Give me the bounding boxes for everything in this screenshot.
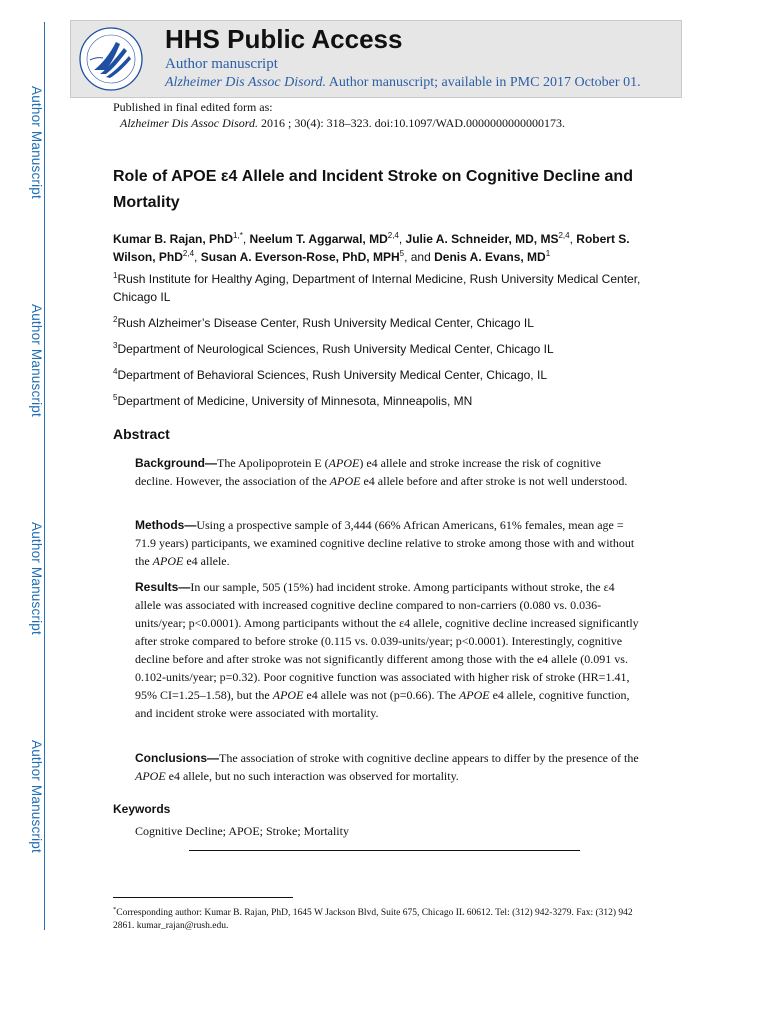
abstract-text: e4 allele was not (p=0.66). The [303,688,459,702]
author-separator: , [194,250,201,264]
sidebar-rule [44,22,45,930]
author-name: Kumar B. Rajan, PhD [113,232,234,246]
abstract-methods [135,516,640,570]
section-divider [189,850,580,851]
footnote-marker: * [113,905,117,913]
affiliation-number: 2 [113,315,118,324]
keywords-list: Cognitive Decline; APOE; Stroke; Mortality [135,824,349,838]
abstract-text: e4 allele, but no such interaction was observed for mortality. [165,769,459,783]
gene-name-italic: APOE [135,769,166,783]
citation-journal: Alzheimer Dis Assoc Disord. [120,116,258,130]
sidebar-label-author-manuscript: Author Manuscript [29,522,44,635]
abstract-results [135,578,640,722]
header-title: HHS Public Access [165,24,403,54]
gene-name-italic: APOE [272,688,304,702]
author-affiliation-marker: 5 [399,249,405,258]
hhs-eagle-logo-icon [76,24,146,94]
gene-name-italic: APOE [328,456,360,470]
abstract-text: e4 allele before and after stroke is not well understood. [360,474,628,488]
abstract-conclusions [135,749,640,785]
author-name: Julie A. Schneider, MD, MS [405,232,559,246]
abstract-section-label: Conclusions— [135,751,220,765]
affiliation-text: Rush Alzheimer’s Disease Center, Rush University Medical Center, Chicago IL [117,316,534,330]
affiliation-number: 3 [113,341,118,350]
abstract-text: ) e4 allele and stroke increase the risk of cognitive decline. However, the association of the [135,456,601,488]
affiliation-text: Department of Behavioral Sciences, Rush University Medical Center, Chicago, IL [117,368,547,382]
abstract-text: e4 allele, cognitive function, and incident stroke were associated with mortality. [135,688,630,720]
header-journal-line [165,75,641,91]
gene-name-italic: APOE [458,688,490,702]
abstract-text: Using a prospective sample of 3,444 (66% African Americans, 61% females, mean age = 71.9 years) participants, we examined cognitive decline relative to stroke among those with and without the [135,518,635,568]
abstract-text: e4 allele. [183,554,230,568]
abstract-section-label: Methods— [135,518,197,532]
author-affiliation-marker: 2,4 [182,249,195,258]
footnote-text: Corresponding author: Kumar B. Rajan, PhD, 1645 W Jackson Blvd, Suite 675, Chicago IL 60612. Tel: (312) 942-3279. Fax: (312) 942 2861. kumar_rajan@rush.edu. [113,908,633,931]
affiliation-5 [113,392,653,410]
abstract-text: The Apolipoprotein E ( [217,456,329,470]
author-separator: , and [404,250,435,264]
abstract-heading: Abstract [113,426,170,442]
author-affiliation-marker: 2,4 [558,231,570,240]
keywords-heading: Keywords [113,802,171,816]
abstract-background [135,454,640,490]
author-list [113,230,653,266]
author-name: Susan A. Everson-Rose, PhD, MPH [200,250,400,264]
header-journal-name: Alzheimer Dis Assoc Disord. [165,75,326,90]
author-separator: , [398,232,406,246]
abstract-text: In our sample, 505 (15%) had incident stroke. Among participants without stroke, the ε4 allele was associated with increased cognitive decline compared to non-carriers (0.080 vs. 0.036-units/year; p<0.0001). Among participants without the ε4 allele, cognitive decline increased significantly after stroke compared to before stroke (0.115 vs. 0.039-units/year; p<0.0001). Interestingly, cognitive decline before and after stroke was not significantly different among those with the e4 allele (0.091 vs. 0.102-units/year; p=0.32). Poor cognitive function was associated with higher risk of stroke (HR=1.41, 95% CI=1.25–1.58), but the [135,580,639,702]
abstract-section-label: Background— [135,456,218,470]
abstract-section-label: Results— [135,580,191,594]
corresponding-author-footnote [113,907,653,933]
affiliation-1 [113,270,653,306]
author-name: Denis A. Evans, MD [434,250,546,264]
author-separator: , [569,232,577,246]
abstract-text: The association of stroke with cognitive decline appears to differ by the presence of the [219,751,639,765]
affiliation-number: 4 [113,367,118,376]
affiliation-text: Department of Neurological Sciences, Rush University Medical Center, Chicago IL [117,342,554,356]
sidebar-label-author-manuscript: Author Manuscript [29,304,44,417]
sidebar-label-author-manuscript: Author Manuscript [29,740,44,853]
author-affiliation-marker: 1 [545,249,551,258]
affiliation-2 [113,314,653,332]
sidebar-label-author-manuscript: Author Manuscript [29,86,44,199]
gene-name-italic: APOE [329,474,361,488]
author-name: Robert S. Wilson, PhD [113,232,630,264]
author-separator: , [242,232,250,246]
footnote-divider [113,897,293,898]
header-availability: Author manuscript; available in PMC 2017 October 01. [326,75,641,90]
author-affiliation-marker: 2,4 [387,231,399,240]
header-subtitle: Author manuscript [165,56,278,72]
citation-details: 2016 ; 30(4): 318–323. doi:10.1097/WAD.0000000000000173. [258,116,565,130]
affiliation-text: Rush Institute for Healthy Aging, Department of Internal Medicine, Rush University Medical Center, Chicago IL [113,272,641,304]
affiliation-3 [113,340,653,358]
article-title: Role of APOE ε4 Allele and Incident Stroke on Cognitive Decline and Mortality [113,168,633,211]
affiliation-number: 1 [113,271,118,280]
author-affiliation-marker: 1,* [233,231,243,240]
citation-line [120,116,565,131]
published-note: Published in final edited form as: [113,100,273,114]
affiliation-text: Department of Medicine, University of Minnesota, Minneapolis, MN [117,394,473,408]
gene-name-italic: APOE [152,554,184,568]
affiliation-4 [113,366,653,384]
author-name: Neelum T. Aggarwal, MD [249,232,388,246]
affiliation-number: 5 [113,393,118,402]
